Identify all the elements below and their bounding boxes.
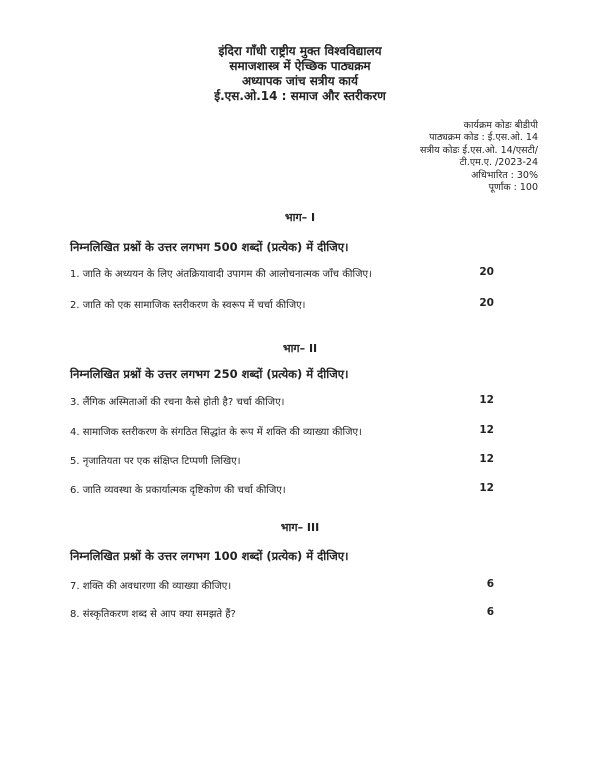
question-marks: 12	[479, 453, 494, 465]
question-item	[70, 482, 494, 496]
question-item	[70, 266, 494, 280]
question-item	[70, 578, 494, 592]
question-text: 1. जाति के अध्ययन के लिए अंतक्रियावादी उपागम की आलोचनात्मक जाँच कीजिए।	[70, 269, 372, 280]
question-item	[70, 424, 494, 438]
question-marks: 20	[479, 297, 494, 309]
question-marks: 6	[486, 578, 494, 590]
university-name: इंदिरा गाँधी राष्ट्रीय मुक्त विश्वविद्यालय	[218, 44, 382, 58]
programme-name: समाजशास्त्र में ऐच्छिक पाठ्यक्रम	[229, 59, 371, 73]
course-title: ई.एस.ओ.14 : समाज और स्तरीकरण	[214, 89, 386, 103]
question-text: 7. शक्ति की अवधारणा की व्याख्या कीजिए।	[70, 581, 232, 592]
question-item	[70, 453, 494, 467]
question-text: 3. लैंगिक अस्मिताओं की रचना कैसे होती है? चर्चा कीजिए।	[70, 397, 285, 408]
question-text: 4. सामाजिक स्तरीकरण के संगठित सिद्धांत के रूप में शक्ति की व्याख्या कीजिए।	[70, 427, 362, 438]
section-title: भाग– I	[284, 211, 316, 224]
document-header	[0, 44, 600, 104]
question-item	[70, 394, 494, 408]
weightage: अधिभारित : 30%	[471, 169, 538, 181]
section-title: भाग– III	[280, 521, 320, 534]
section-title: भाग– II	[282, 342, 318, 355]
question-marks: 12	[479, 482, 494, 494]
question-marks: 6	[486, 606, 494, 618]
question-text: 8. संस्कृतिकरण शब्द से आप क्या समझते हैं?	[70, 609, 236, 620]
question-marks: 12	[479, 394, 494, 406]
question-text: 2. जाति को एक सामाजिक स्तरीकरण के स्वरूप में चर्चा कीजिए।	[70, 300, 306, 311]
course-code: पाठ्यक्रम कोड : ई.एस.ओ. 14	[429, 132, 538, 144]
section-instruction: निम्नलिखित प्रश्नों के उत्तर लगभग 100 शब्दों (प्रत्येक) में दीजिए।	[70, 549, 349, 563]
question-item	[70, 297, 494, 311]
assignment-code: सत्रीय कोडः ई.एस.ओ. 14/एसटी/	[420, 144, 538, 156]
programme-code: कार्यक्रम कोडः बीडीपी	[463, 120, 538, 131]
section-instruction: निम्नलिखित प्रश्नों के उत्तर लगभग 250 शब्दों (प्रत्येक) में दीजिए।	[70, 367, 349, 381]
question-text: 6. जाति व्यवस्था के प्रकार्यात्मक दृष्टिकोण की चर्चा कीजिए।	[70, 485, 286, 496]
assignment-meta	[420, 120, 538, 194]
max-marks: पूर्णांक : 100	[488, 182, 538, 194]
question-marks: 20	[479, 266, 494, 278]
question-item	[70, 606, 494, 620]
assignment-title: अध्यापक जांच सत्रीय कार्य	[241, 74, 359, 88]
section-instruction: निम्नलिखित प्रश्नों के उत्तर लगभग 500 शब्दों (प्रत्येक) में दीजिए।	[70, 240, 349, 254]
question-marks: 12	[479, 424, 494, 436]
question-text: 5. नृजातियता पर एक संक्षिप्त टिप्पणी लिखिए।	[70, 456, 241, 467]
tma-code: टी.एम.ए. /2023-24	[459, 157, 538, 169]
